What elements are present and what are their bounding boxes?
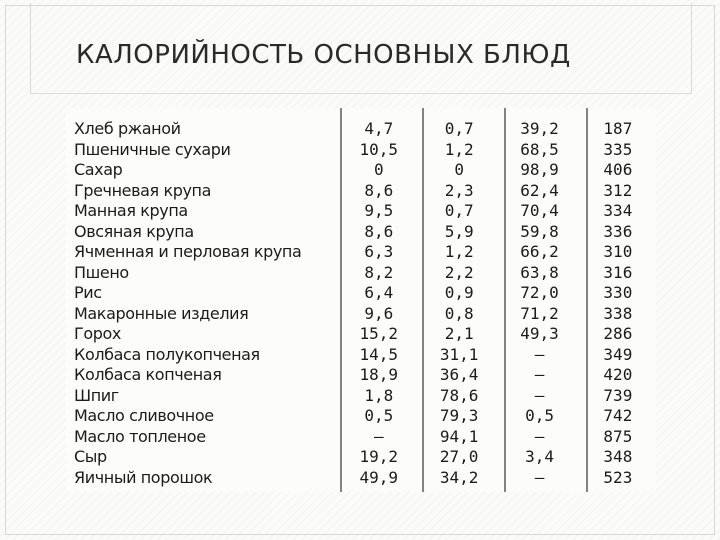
protein-cell: 9,5 xyxy=(364,201,394,220)
food-name-cell: Рис xyxy=(74,283,102,302)
protein-cell: 9,6 xyxy=(364,303,394,323)
table-row xyxy=(74,304,656,325)
calorie-cell: 316 xyxy=(603,262,633,282)
scanned-table-image xyxy=(66,108,656,492)
carbohydrate-cell: — xyxy=(534,344,545,364)
carbohydrate-cell: — xyxy=(534,426,545,446)
protein-cell: 14,5 xyxy=(359,344,399,364)
carbohydrate-cell: — xyxy=(534,365,545,384)
table-row xyxy=(74,201,656,222)
protein-cell: 10,5 xyxy=(359,139,399,159)
carbohydrate-cell: 3,4 xyxy=(525,447,554,466)
carbohydrate-cell: 59,8 xyxy=(520,221,559,241)
food-name-cell: Колбаса копченая xyxy=(74,365,222,384)
protein-cell: — xyxy=(373,426,384,446)
food-name-cell: Хлеб ржаной xyxy=(74,119,181,138)
protein-cell: 18,9 xyxy=(359,365,399,384)
protein-cell: 0 xyxy=(373,160,384,179)
table-row xyxy=(74,345,656,366)
calorie-cell: 420 xyxy=(603,365,633,384)
table-row xyxy=(74,468,656,489)
calorie-table xyxy=(74,119,656,488)
protein-cell: 8,6 xyxy=(364,221,394,241)
fat-cell: 79,3 xyxy=(439,406,479,425)
carbohydrate-cell: 62,4 xyxy=(520,180,559,200)
calorie-cell: 330 xyxy=(603,283,633,302)
calorie-cell: 336 xyxy=(603,221,633,241)
carbohydrate-cell: 71,2 xyxy=(520,303,559,323)
fat-cell: 1,2 xyxy=(444,139,474,159)
food-name-cell: Колбаса полукопченая xyxy=(74,344,260,364)
table-body xyxy=(74,119,656,488)
slide-title: КАЛОРИЙНОСТЬ ОСНОВНЫХ БЛЮД xyxy=(76,40,571,70)
carbohydrate-cell: 70,4 xyxy=(520,201,559,220)
table-row xyxy=(74,222,656,243)
protein-cell: 8,2 xyxy=(364,262,394,282)
carbohydrate-cell: — xyxy=(534,385,545,405)
table-row xyxy=(74,447,656,468)
food-name-cell: Сыр xyxy=(74,447,107,466)
food-name-cell: Макаронные изделия xyxy=(74,303,249,323)
protein-cell: 4,7 xyxy=(364,119,394,138)
carbohydrate-cell: 72,0 xyxy=(520,283,559,302)
fat-cell: 34,2 xyxy=(439,467,479,487)
calorie-cell: 348 xyxy=(603,447,633,466)
calorie-cell: 187 xyxy=(603,119,633,138)
fat-cell: 31,1 xyxy=(439,344,479,364)
carbohydrate-cell: 68,5 xyxy=(520,139,559,159)
table-row xyxy=(74,160,656,181)
calorie-cell: 349 xyxy=(603,344,633,364)
food-name-cell: Яичный порошок xyxy=(74,467,213,487)
carbohydrate-cell: — xyxy=(534,467,545,487)
fat-cell: 5,9 xyxy=(444,221,474,241)
calorie-cell: 742 xyxy=(603,406,633,425)
calorie-cell: 286 xyxy=(603,324,633,343)
table-row xyxy=(74,119,656,140)
food-name-cell: Масло сливочное xyxy=(74,406,214,425)
protein-cell: 1,8 xyxy=(364,385,394,405)
carbohydrate-cell: 0,5 xyxy=(525,406,554,425)
protein-cell: 6,3 xyxy=(364,242,394,261)
calorie-cell: 310 xyxy=(603,242,633,261)
table-row xyxy=(74,242,656,263)
calorie-cell: 739 xyxy=(603,385,633,405)
fat-cell: 2,2 xyxy=(444,262,474,282)
food-name-cell: Горох xyxy=(74,324,121,343)
calorie-cell: 338 xyxy=(603,303,633,323)
table-row xyxy=(74,365,656,386)
food-name-cell: Шпиг xyxy=(74,385,119,405)
calorie-cell: 523 xyxy=(603,467,633,487)
fat-cell: 2,3 xyxy=(444,180,474,200)
protein-cell: 49,9 xyxy=(359,467,399,487)
carbohydrate-cell: 66,2 xyxy=(520,242,559,261)
food-name-cell: Масло топленое xyxy=(74,426,206,446)
calorie-cell: 406 xyxy=(603,160,633,179)
table-row xyxy=(74,427,656,448)
table-row xyxy=(74,324,656,345)
table-row xyxy=(74,386,656,407)
fat-cell: 0,8 xyxy=(444,303,474,323)
carbohydrate-cell: 63,8 xyxy=(520,262,559,282)
carbohydrate-cell: 98,9 xyxy=(520,160,559,179)
calorie-cell: 334 xyxy=(603,201,633,220)
fat-cell: 36,4 xyxy=(439,365,479,384)
food-name-cell: Пшено xyxy=(74,262,129,282)
food-name-cell: Гречневая крупа xyxy=(74,180,212,200)
calorie-cell: 335 xyxy=(603,139,633,159)
fat-cell: 94,1 xyxy=(439,426,479,446)
fat-cell: 2,1 xyxy=(444,324,474,343)
calorie-cell: 875 xyxy=(603,426,633,446)
food-name-cell: Сахар xyxy=(74,160,123,179)
table-row xyxy=(74,181,656,202)
fat-cell: 0 xyxy=(454,160,464,179)
carbohydrate-cell: 39,2 xyxy=(520,119,559,138)
table-row xyxy=(74,283,656,304)
food-name-cell: Пшеничные сухари xyxy=(74,139,231,159)
table-row xyxy=(74,140,656,161)
fat-cell: 78,6 xyxy=(439,385,479,405)
table-row xyxy=(74,406,656,427)
table-row xyxy=(74,263,656,284)
calorie-cell: 312 xyxy=(603,180,633,200)
protein-cell: 15,2 xyxy=(359,324,399,343)
protein-cell: 6,4 xyxy=(364,283,394,302)
fat-cell: 0,7 xyxy=(444,201,474,220)
protein-cell: 19,2 xyxy=(359,447,399,466)
food-name-cell: Овсяная крупа xyxy=(74,221,194,241)
fat-cell: 1,2 xyxy=(444,242,474,261)
food-name-cell: Ячменная и перловая крупа xyxy=(74,242,302,261)
food-name-cell: Манная крупа xyxy=(74,201,188,220)
carbohydrate-cell: 49,3 xyxy=(520,324,559,343)
fat-cell: 27,0 xyxy=(439,447,479,466)
protein-cell: 0,5 xyxy=(364,406,394,425)
fat-cell: 0,9 xyxy=(444,283,474,302)
fat-cell: 0,7 xyxy=(444,119,474,138)
protein-cell: 8,6 xyxy=(364,180,394,200)
